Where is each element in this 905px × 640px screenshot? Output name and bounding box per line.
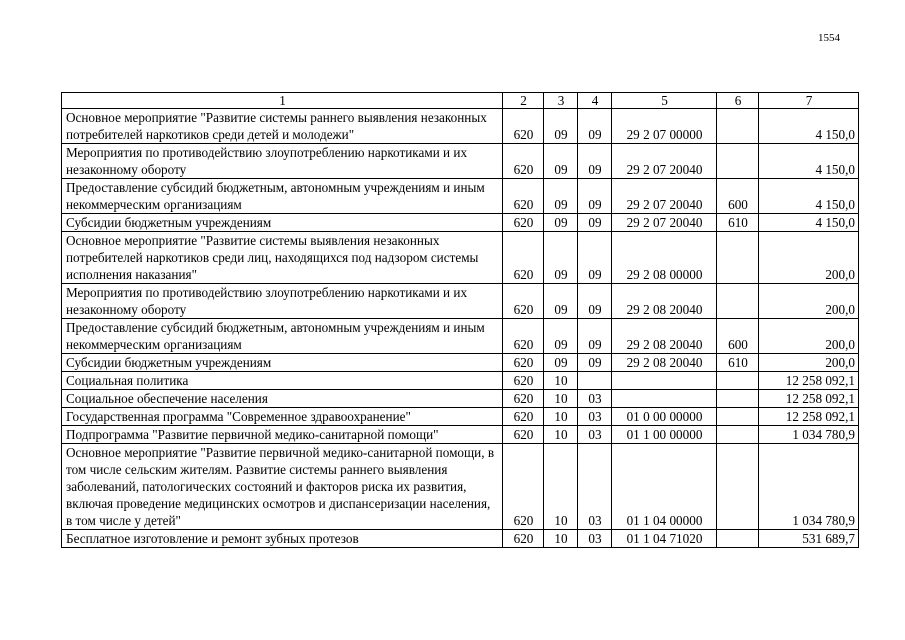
ministry-code-cell: 620 bbox=[503, 284, 544, 319]
ministry-code-cell: 620 bbox=[503, 214, 544, 232]
section-code-cell: 09 bbox=[544, 284, 578, 319]
column-header: 6 bbox=[717, 93, 759, 109]
expense-type-cell bbox=[717, 284, 759, 319]
table-row bbox=[62, 390, 859, 408]
table-row bbox=[62, 444, 859, 530]
table-row bbox=[62, 319, 859, 354]
expense-type-cell bbox=[717, 408, 759, 426]
target-article-cell: 29 2 07 00000 bbox=[612, 109, 717, 144]
subsection-code-cell: 09 bbox=[578, 232, 612, 284]
amount-cell: 531 689,7 bbox=[759, 530, 859, 548]
amount-cell: 4 150,0 bbox=[759, 214, 859, 232]
table-row bbox=[62, 354, 859, 372]
item-name-cell: Подпрограмма "Развитие первичной медико-санитарной помощи" bbox=[62, 426, 503, 444]
target-article-cell: 29 2 07 20040 bbox=[612, 214, 717, 232]
item-name-cell: Социальная политика bbox=[62, 372, 503, 390]
item-name-cell: Основное мероприятие "Развитие системы раннего выявления незаконных потребителей наркотиков среди детей и молодежи" bbox=[62, 109, 503, 144]
target-article-cell: 01 0 00 00000 bbox=[612, 408, 717, 426]
subsection-code-cell: 03 bbox=[578, 408, 612, 426]
target-article-cell: 29 2 08 20040 bbox=[612, 319, 717, 354]
item-name-cell: Бесплатное изготовление и ремонт зубных протезов bbox=[62, 530, 503, 548]
subsection-code-cell: 09 bbox=[578, 284, 612, 319]
section-code-cell: 10 bbox=[544, 372, 578, 390]
amount-cell: 1 034 780,9 bbox=[759, 426, 859, 444]
amount-cell: 200,0 bbox=[759, 319, 859, 354]
amount-cell: 200,0 bbox=[759, 354, 859, 372]
expense-type-cell bbox=[717, 144, 759, 179]
table-row bbox=[62, 144, 859, 179]
table-row bbox=[62, 109, 859, 144]
target-article-cell: 29 2 08 00000 bbox=[612, 232, 717, 284]
expense-type-cell: 600 bbox=[717, 179, 759, 214]
expense-type-cell bbox=[717, 444, 759, 530]
ministry-code-cell: 620 bbox=[503, 372, 544, 390]
item-name-cell: Мероприятия по противодействию злоупотреблению наркотиками и их незаконному обороту bbox=[62, 144, 503, 179]
ministry-code-cell: 620 bbox=[503, 426, 544, 444]
section-code-cell: 09 bbox=[544, 232, 578, 284]
amount-cell: 12 258 092,1 bbox=[759, 408, 859, 426]
amount-cell: 4 150,0 bbox=[759, 109, 859, 144]
ministry-code-cell: 620 bbox=[503, 444, 544, 530]
column-header: 5 bbox=[612, 93, 717, 109]
table-row bbox=[62, 408, 859, 426]
section-code-cell: 09 bbox=[544, 354, 578, 372]
amount-cell: 200,0 bbox=[759, 232, 859, 284]
expense-type-cell bbox=[717, 232, 759, 284]
item-name-cell: Субсидии бюджетным учреждениям bbox=[62, 354, 503, 372]
target-article-cell bbox=[612, 372, 717, 390]
page-number: 1554 bbox=[818, 32, 840, 44]
ministry-code-cell: 620 bbox=[503, 319, 544, 354]
table-row bbox=[62, 530, 859, 548]
expense-type-cell: 600 bbox=[717, 319, 759, 354]
expense-type-cell: 610 bbox=[717, 214, 759, 232]
subsection-code-cell: 09 bbox=[578, 144, 612, 179]
ministry-code-cell: 620 bbox=[503, 232, 544, 284]
section-code-cell: 10 bbox=[544, 444, 578, 530]
ministry-code-cell: 620 bbox=[503, 109, 544, 144]
section-code-cell: 10 bbox=[544, 408, 578, 426]
expense-type-cell bbox=[717, 530, 759, 548]
subsection-code-cell: 03 bbox=[578, 444, 612, 530]
table-header-row bbox=[62, 93, 859, 109]
table-row bbox=[62, 426, 859, 444]
amount-cell: 200,0 bbox=[759, 284, 859, 319]
expense-type-cell bbox=[717, 109, 759, 144]
target-article-cell: 29 2 07 20040 bbox=[612, 179, 717, 214]
table-row bbox=[62, 214, 859, 232]
item-name-cell: Государственная программа "Современное здравоохранение" bbox=[62, 408, 503, 426]
subsection-code-cell bbox=[578, 372, 612, 390]
table-row bbox=[62, 179, 859, 214]
expense-type-cell bbox=[717, 372, 759, 390]
column-header: 2 bbox=[503, 93, 544, 109]
item-name-cell: Основное мероприятие "Развитие системы выявления незаконных потребителей наркотиков среди лиц, находящихся под надзором системы исполнения наказания" bbox=[62, 232, 503, 284]
item-name-cell: Предоставление субсидий бюджетным, автономным учреждениям и иным некоммерческим организациям bbox=[62, 179, 503, 214]
subsection-code-cell: 03 bbox=[578, 390, 612, 408]
target-article-cell bbox=[612, 390, 717, 408]
expense-type-cell bbox=[717, 390, 759, 408]
expense-type-cell: 610 bbox=[717, 354, 759, 372]
target-article-cell: 29 2 07 20040 bbox=[612, 144, 717, 179]
item-name-cell: Предоставление субсидий бюджетным, автономным учреждениям и иным некоммерческим организациям bbox=[62, 319, 503, 354]
section-code-cell: 10 bbox=[544, 530, 578, 548]
amount-cell: 4 150,0 bbox=[759, 144, 859, 179]
target-article-cell: 01 1 00 00000 bbox=[612, 426, 717, 444]
column-header: 4 bbox=[578, 93, 612, 109]
item-name-cell: Основное мероприятие "Развитие первичной медико-санитарной помощи, в том числе сельским жителям. Развитие системы раннего выявления заболеваний, патологических состояний и факторов риска их развития, включая проведение медицинских осмотров и диспансеризации населения, в том числе у детей" bbox=[62, 444, 503, 530]
section-code-cell: 10 bbox=[544, 390, 578, 408]
ministry-code-cell: 620 bbox=[503, 144, 544, 179]
ministry-code-cell: 620 bbox=[503, 390, 544, 408]
column-header: 1 bbox=[62, 93, 503, 109]
expense-type-cell bbox=[717, 426, 759, 444]
target-article-cell: 29 2 08 20040 bbox=[612, 354, 717, 372]
subsection-code-cell: 09 bbox=[578, 354, 612, 372]
item-name-cell: Субсидии бюджетным учреждениям bbox=[62, 214, 503, 232]
amount-cell: 12 258 092,1 bbox=[759, 372, 859, 390]
target-article-cell: 01 1 04 71020 bbox=[612, 530, 717, 548]
column-header: 3 bbox=[544, 93, 578, 109]
amount-cell: 12 258 092,1 bbox=[759, 390, 859, 408]
item-name-cell: Социальное обеспечение населения bbox=[62, 390, 503, 408]
amount-cell: 1 034 780,9 bbox=[759, 444, 859, 530]
target-article-cell: 29 2 08 20040 bbox=[612, 284, 717, 319]
section-code-cell: 09 bbox=[544, 144, 578, 179]
subsection-code-cell: 09 bbox=[578, 109, 612, 144]
section-code-cell: 09 bbox=[544, 214, 578, 232]
subsection-code-cell: 09 bbox=[578, 319, 612, 354]
subsection-code-cell: 09 bbox=[578, 179, 612, 214]
ministry-code-cell: 620 bbox=[503, 179, 544, 214]
table-row bbox=[62, 284, 859, 319]
subsection-code-cell: 09 bbox=[578, 214, 612, 232]
budget-table bbox=[61, 92, 859, 548]
section-code-cell: 09 bbox=[544, 179, 578, 214]
section-code-cell: 10 bbox=[544, 426, 578, 444]
table-row bbox=[62, 372, 859, 390]
ministry-code-cell: 620 bbox=[503, 354, 544, 372]
target-article-cell: 01 1 04 00000 bbox=[612, 444, 717, 530]
section-code-cell: 09 bbox=[544, 319, 578, 354]
item-name-cell: Мероприятия по противодействию злоупотреблению наркотиками и их незаконному обороту bbox=[62, 284, 503, 319]
column-header: 7 bbox=[759, 93, 859, 109]
section-code-cell: 09 bbox=[544, 109, 578, 144]
ministry-code-cell: 620 bbox=[503, 530, 544, 548]
subsection-code-cell: 03 bbox=[578, 530, 612, 548]
subsection-code-cell: 03 bbox=[578, 426, 612, 444]
table-row bbox=[62, 232, 859, 284]
amount-cell: 4 150,0 bbox=[759, 179, 859, 214]
ministry-code-cell: 620 bbox=[503, 408, 544, 426]
